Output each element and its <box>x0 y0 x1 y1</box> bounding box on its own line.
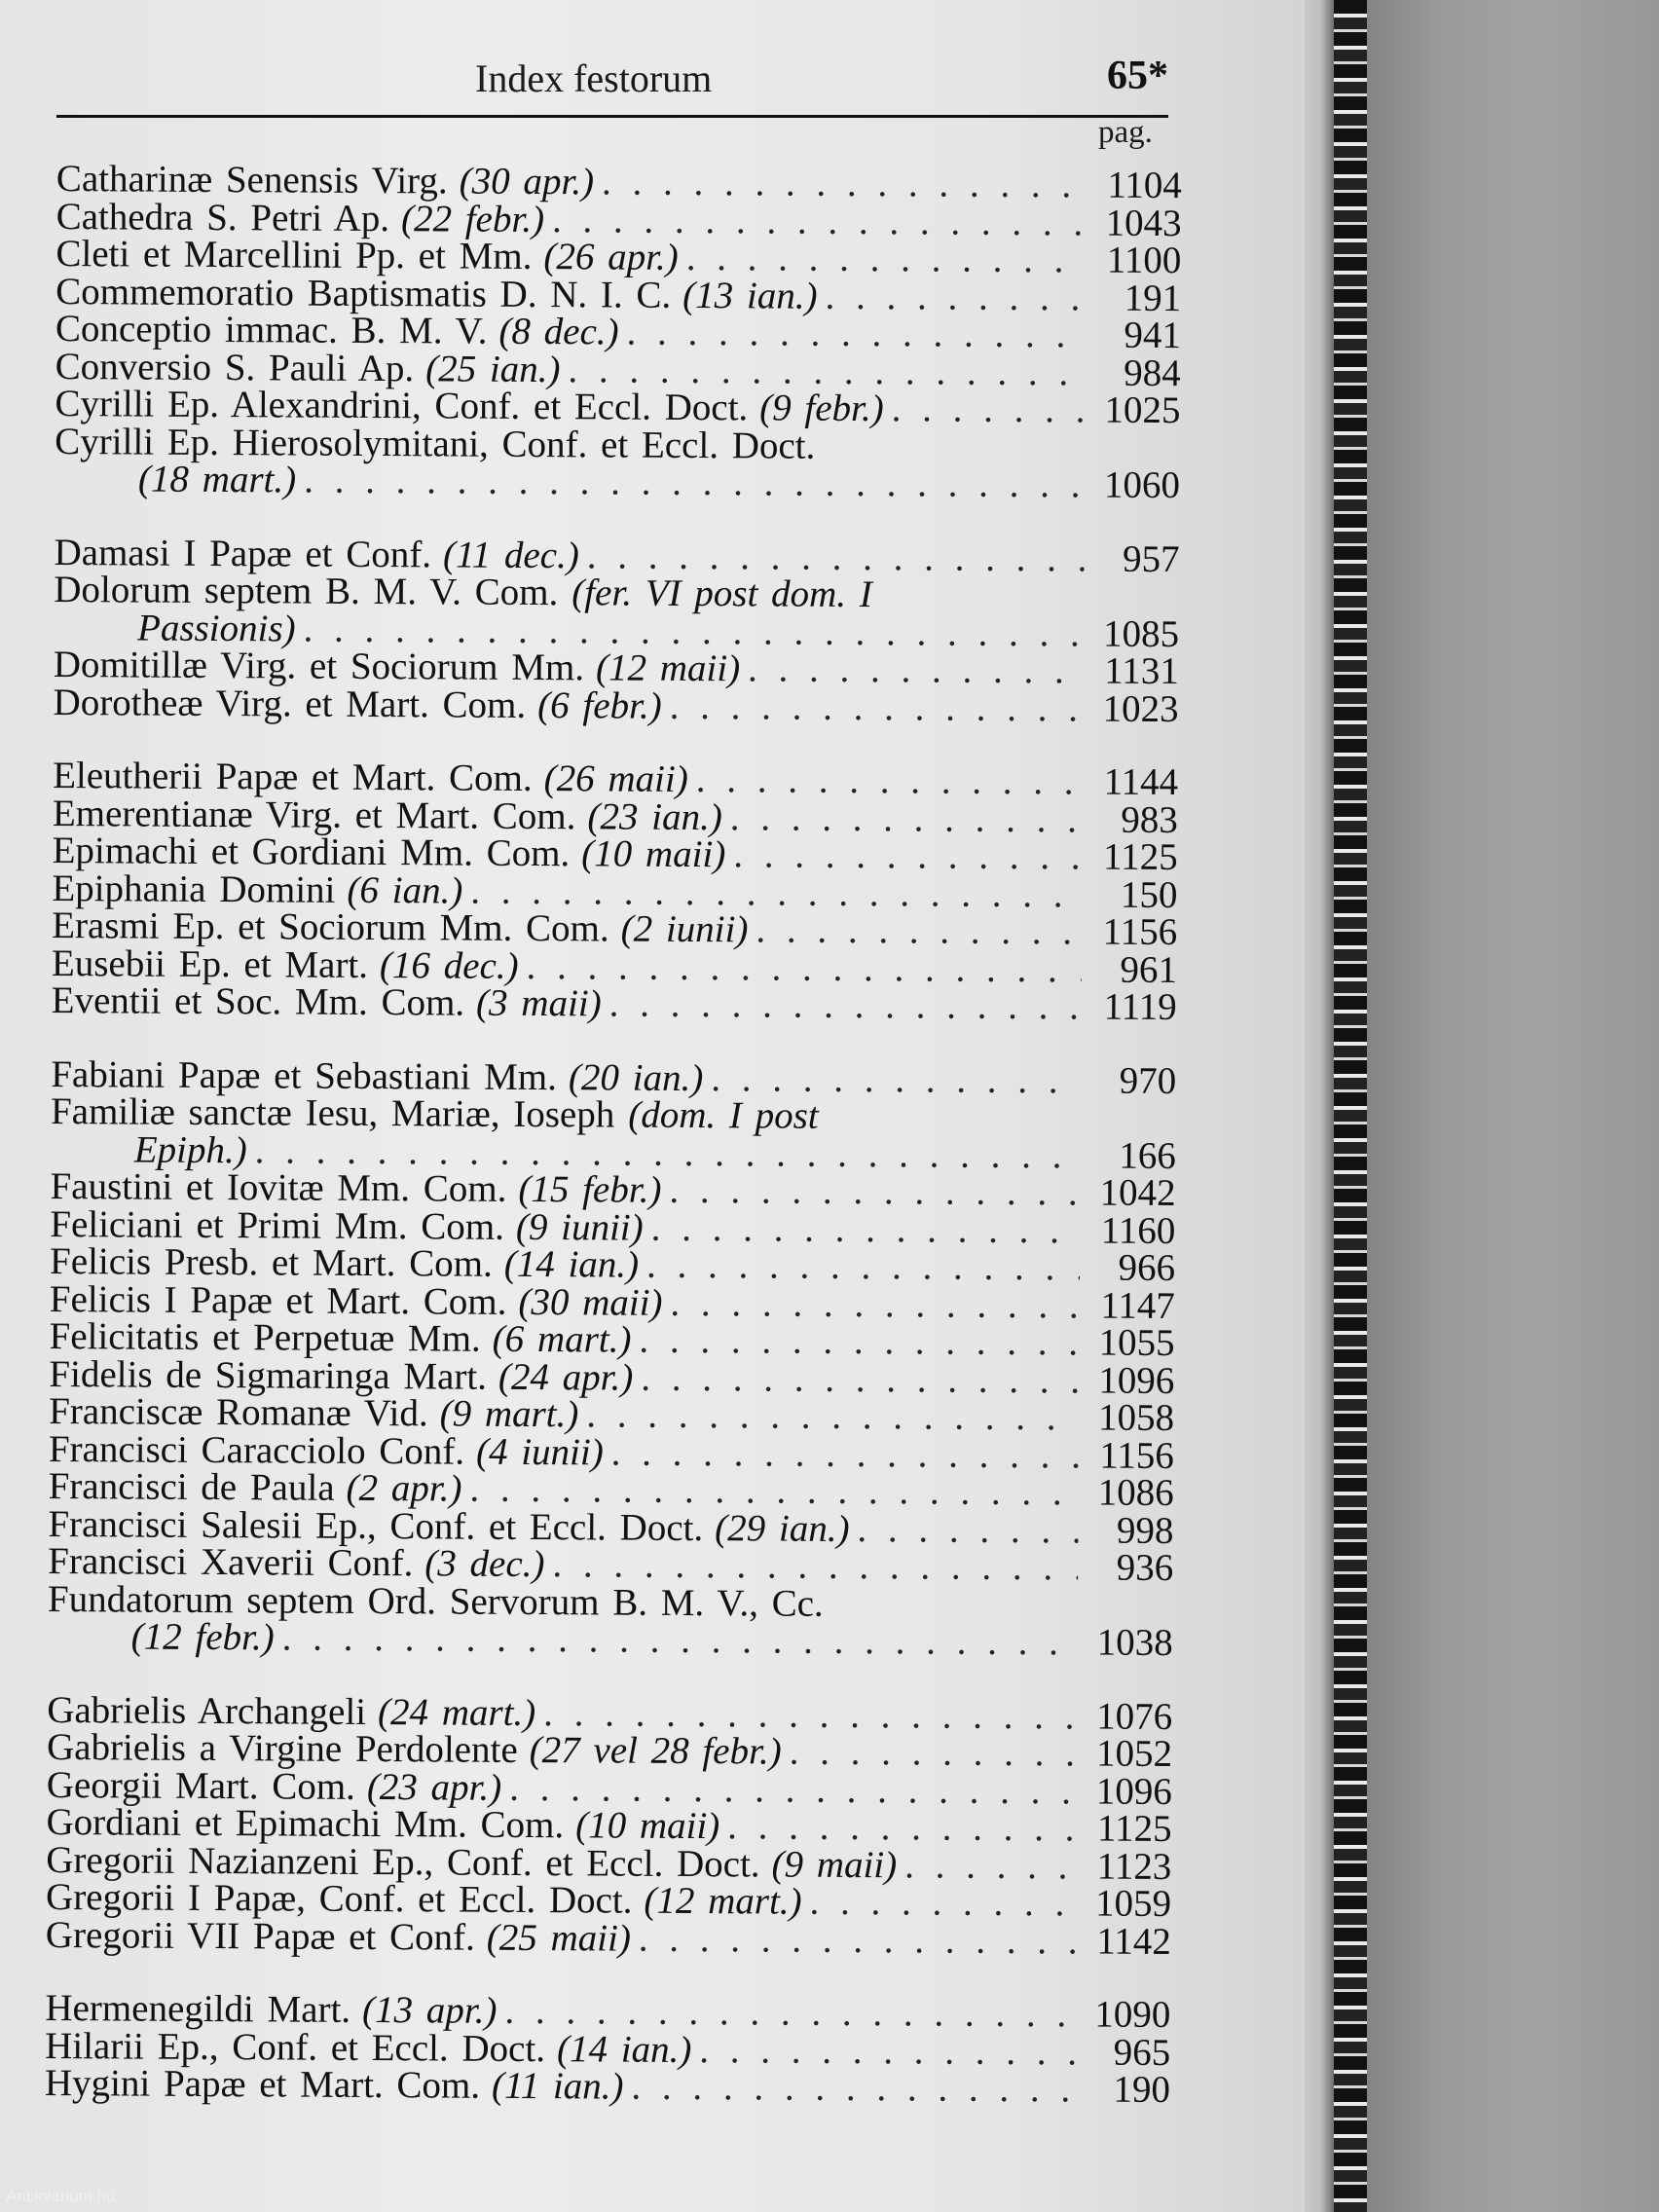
entry-date: (9 maii) <box>771 1843 898 1886</box>
dot-leader <box>604 1434 1079 1474</box>
entry-title: Domitillæ Virg. et Sociorum Mm. <box>53 643 585 689</box>
dot-leader <box>748 911 1082 951</box>
dot-leader <box>661 1172 1080 1212</box>
entry-title: Emerentianæ Virg. et Mart. Com. <box>52 792 576 837</box>
entry-title: Gabrielis a Virgine Perdolente <box>46 1725 518 1771</box>
entry-title: Eusebii Ep. et Mart. <box>51 941 369 986</box>
entry-title: Francisci Caracciolo Conf. <box>48 1427 465 1473</box>
entry-date: (10 maii) <box>575 1804 720 1848</box>
index-entry-continuation <box>48 1615 1173 1665</box>
entry-date: (9 mart.) <box>439 1392 579 1436</box>
entry-page-number: 970 <box>1119 1059 1177 1102</box>
entry-date: (12 maii) <box>595 646 741 690</box>
entry-date: (18 mart.) <box>137 458 297 501</box>
entry-page-number: 1147 <box>1100 1284 1175 1327</box>
dot-leader <box>623 2069 1075 2109</box>
running-title: Index festorum <box>475 56 713 100</box>
entry-date: Epiph.) <box>133 1128 247 1171</box>
entry-page-number: 1023 <box>1102 687 1179 730</box>
entry-name <box>53 681 662 727</box>
entry-name <box>44 2061 624 2108</box>
index-list <box>44 158 1182 2112</box>
background-surface <box>1344 0 1659 2212</box>
dot-leader <box>703 1060 1081 1100</box>
entry-page-number: 1156 <box>1102 910 1178 954</box>
entry-page-number: 1090 <box>1094 1993 1171 2037</box>
dot-leader <box>275 1619 1078 1662</box>
entry-title: Gordiani et Epimachi Mm. Com. <box>46 1800 565 1847</box>
dot-leader <box>639 1247 1080 1287</box>
entry-title: Gregorii Nazianzeni Ep., Conf. et Eccl. Doct. <box>46 1838 760 1885</box>
entry-title: Cleti et Marcellini Pp. et Mm. <box>55 232 533 277</box>
entry-date: (9 iunii) <box>515 1205 644 1249</box>
entry-date: (3 dec.) <box>424 1542 545 1586</box>
entry-page-number: 1096 <box>1098 1359 1175 1402</box>
entry-page-number: 1085 <box>1102 612 1180 655</box>
entry-title: Dolorum septem B. M. V. Com. <box>54 568 559 614</box>
entry-title: Felicis I Papæ et Mart. Com. <box>49 1277 507 1323</box>
entry-date: (26 maii) <box>543 757 688 800</box>
entry-date: (16 dec.) <box>379 943 519 987</box>
dot-leader <box>688 761 1084 801</box>
entry-title: Cyrilli Ep. Hierosolymitani, Conf. et Eccl. Doct. <box>55 420 816 467</box>
dot-leader <box>662 687 1084 727</box>
watermark: Antikvarium.hu <box>6 2187 116 2205</box>
entry-title: Gregorii VII Papæ et Conf. <box>45 1913 475 1959</box>
page-header <box>56 51 1168 118</box>
index-entry <box>44 2061 1171 2112</box>
entry-page-number: 191 <box>1124 276 1182 319</box>
dot-leader <box>722 799 1083 839</box>
dot-leader <box>679 240 1087 279</box>
entry-date: (24 mart.) <box>377 1690 536 1734</box>
entry-date: (6 mart.) <box>492 1317 632 1361</box>
entry-page-number: 1086 <box>1097 1471 1174 1515</box>
entry-title: Feliciani et Primi Mm. Com. <box>50 1202 505 1248</box>
entry-title: Felicis Presb. et Mart. Com. <box>49 1239 493 1285</box>
entry-date: (2 iunii) <box>620 907 749 951</box>
entry-page-number: 190 <box>1113 2068 1171 2112</box>
entry-date: (6 febr.) <box>537 683 662 727</box>
entry-page-number: 1025 <box>1104 388 1181 432</box>
entry-title: Catharinæ Senensis Virg. <box>55 158 448 203</box>
entry-date: (2 apr.) <box>346 1466 462 1510</box>
entry-page-number: 961 <box>1120 948 1178 991</box>
entry-date: (9 febr.) <box>759 387 884 430</box>
entry-page-number: 150 <box>1120 873 1178 916</box>
dot-leader <box>691 2032 1075 2072</box>
entry-date: (11 ian.) <box>491 2064 624 2108</box>
entry-title: Faustini et Iovitæ Mm. Com. <box>50 1164 507 1210</box>
entry-page-number: 966 <box>1118 1246 1176 1290</box>
entry-title: Cyrilli Ep. Alexandrini, Conf. et Eccl. Doct. <box>55 382 749 429</box>
entry-date: (25 maii) <box>486 1916 632 1960</box>
entry-date: (14 ian.) <box>503 1242 640 1286</box>
entry-page-number: 1142 <box>1096 1920 1171 1963</box>
dot-leader <box>817 277 1086 316</box>
entry-date: (8 dec.) <box>498 310 619 353</box>
dot-leader <box>740 650 1084 690</box>
entry-page-number: 1038 <box>1096 1621 1173 1665</box>
entry-date: (22 febr.) <box>400 197 545 240</box>
entry-page-number: 1131 <box>1104 649 1179 693</box>
index-entry-continuation <box>55 458 1181 507</box>
entry-date: (24 apr.) <box>498 1355 634 1399</box>
entry-page-number: 1119 <box>1103 985 1177 1029</box>
entry-page-number: 1059 <box>1094 1882 1172 1926</box>
index-entry <box>53 683 1178 728</box>
entry-date: (4 iunii) <box>475 1430 604 1473</box>
entry-title: Fundatorum septem Ord. Servorum B. M. V., Cc. <box>47 1577 824 1625</box>
page-column-header: pag. <box>1098 115 1153 150</box>
entry-title: Francisci Salesii Ep., Conf. et Eccl. Doct. <box>48 1502 704 1549</box>
dot-leader <box>578 1396 1079 1437</box>
book-spine <box>1334 0 1367 2212</box>
entry-page-number: 984 <box>1124 351 1181 394</box>
entry-page-number: 1058 <box>1098 1396 1175 1440</box>
entry-page-number: 1144 <box>1103 760 1179 804</box>
entry-title: Francisci de Paula <box>48 1464 335 1509</box>
entry-date: (30 apr.) <box>459 160 595 203</box>
entry-date: (30 maii) <box>518 1280 663 1324</box>
entry-date: (3 maii) <box>475 981 602 1025</box>
entry-title: Hermenegildi Mart. <box>45 1986 351 2031</box>
entry-page-number: 1060 <box>1103 463 1181 507</box>
entry-title: Epiphania Domini <box>52 866 336 911</box>
entry-date: (12 mart.) <box>644 1879 802 1923</box>
entry-date: (13 apr.) <box>362 1988 498 2032</box>
entry-page-number: 965 <box>1113 2031 1171 2074</box>
dot-leader <box>644 1209 1081 1249</box>
dot-leader <box>849 1511 1078 1550</box>
entry-date: (25 ian.) <box>425 347 561 390</box>
entry-title: Dorotheæ Virg. et Mart. Com. <box>53 681 527 726</box>
entry-page-number: 998 <box>1116 1509 1174 1552</box>
entry-title: Damasi I Papæ et Conf. <box>54 531 432 575</box>
entry-title: Cathedra S. Petri Ap. <box>55 195 390 240</box>
entry-date: (20 ian.) <box>568 1055 704 1099</box>
entry-date: (13 ian.) <box>682 274 818 317</box>
entry-page-number: 1123 <box>1096 1845 1172 1888</box>
entry-date: (29 ian.) <box>715 1506 850 1550</box>
entry-page-number: 1156 <box>1099 1434 1175 1477</box>
entry-title: Georgii Mart. Com. <box>46 1763 356 1808</box>
dot-leader <box>633 1359 1079 1399</box>
dot-leader <box>602 985 1082 1026</box>
entry-date: (23 apr.) <box>366 1765 502 1809</box>
dot-leader <box>518 947 1082 988</box>
dot-leader <box>725 836 1083 876</box>
entry-page-number: 1052 <box>1095 1732 1173 1776</box>
entry-name <box>51 978 602 1025</box>
entry-page-number: 1125 <box>1102 835 1178 879</box>
entry-page-number: 941 <box>1124 313 1182 357</box>
entry-title: Franciscæ Romanæ Vid. <box>49 1389 428 1435</box>
entry-page-number: 1042 <box>1099 1171 1176 1215</box>
index-entry <box>51 978 1177 1029</box>
entry-title: Hilarii Ep., Conf. et Eccl. Doct. <box>45 2024 546 2070</box>
entry-title: Conceptio immac. B. M. V. <box>55 307 488 352</box>
entry-page-number: 957 <box>1122 537 1180 580</box>
entry-title: Gregorii I Papæ, Conf. et Eccl. Doct. <box>45 1875 633 1922</box>
entry-page-number: 983 <box>1121 798 1179 841</box>
dot-leader <box>594 164 1087 204</box>
entry-date: (6 ian.) <box>347 868 463 912</box>
entry-title: Eleutherii Papæ et Mart. Com. <box>53 754 533 799</box>
dot-leader <box>782 1734 1078 1773</box>
entry-date: (15 febr.) <box>518 1167 662 1211</box>
entry-date: (12 febr.) <box>130 1615 275 1659</box>
dot-leader <box>662 1284 1080 1324</box>
entry-date: Passionis) <box>136 607 296 650</box>
page-number: 65* <box>1107 54 1168 98</box>
dot-leader <box>631 1322 1079 1362</box>
entry-page-number: 936 <box>1116 1546 1174 1590</box>
entry-title: Erasmi Ep. et Sociorum Mm. Com. <box>52 903 609 950</box>
entry-title: Familiæ sanctæ Iesu, Mariæ, Ioseph <box>50 1089 615 1136</box>
entry-page-number: 1104 <box>1107 164 1182 207</box>
dot-leader <box>897 1847 1076 1886</box>
entry-page-number: 1096 <box>1095 1770 1172 1813</box>
entry-date: (26 apr.) <box>543 236 679 278</box>
entry-page-number: 1125 <box>1096 1807 1172 1851</box>
entry-title: Felicitatis et Perpetuæ Mm. <box>49 1314 481 1360</box>
dot-leader <box>801 1884 1076 1923</box>
dot-leader <box>884 390 1086 429</box>
entry-title: Epimachi et Gordiani Mm. Com. <box>52 829 571 875</box>
entry-page-number: 1055 <box>1098 1321 1175 1365</box>
entry-date: (dom. I post <box>628 1093 819 1137</box>
entry-title: Hygini Papæ et Mart. Com. <box>44 2061 481 2107</box>
dot-leader <box>296 462 1085 504</box>
entry-page-number: 1160 <box>1100 1209 1176 1252</box>
entry-page-number: 166 <box>1119 1134 1176 1177</box>
entry-date: (fer. VI post dom. I <box>571 571 872 616</box>
entry-date: (14 ian.) <box>556 2027 692 2071</box>
entry-date: (11 dec.) <box>442 533 579 576</box>
entry-name <box>45 1913 632 1960</box>
entry-date: (27 vel 28 febr.) <box>529 1728 782 1773</box>
entry-date: (23 ian.) <box>587 794 722 838</box>
entry-page-number: 1043 <box>1105 202 1182 244</box>
dot-leader <box>719 1808 1077 1848</box>
entry-title: Commemoratio Baptismatis D. N. I. C. <box>55 270 672 316</box>
entry-title: Conversio S. Pauli Ap. <box>55 345 415 389</box>
dot-leader <box>618 314 1086 354</box>
index-entry <box>45 1913 1171 1963</box>
dot-leader <box>631 1920 1076 1960</box>
entry-title: Eventii et Soc. Mm. Com. <box>51 978 465 1024</box>
entry-title: Francisci Xaverii Conf. <box>48 1539 414 1585</box>
entry-title: Fidelis de Sigmaringa Mart. <box>49 1352 488 1398</box>
entry-title: Gabrielis Archangeli <box>47 1688 367 1733</box>
entry-page-number: 1100 <box>1106 239 1182 282</box>
entry-title: Fabiani Papæ et Sebastiani Mm. <box>51 1052 558 1098</box>
entry-page-number: 1076 <box>1096 1695 1173 1738</box>
entry-date: (10 maii) <box>581 832 726 876</box>
